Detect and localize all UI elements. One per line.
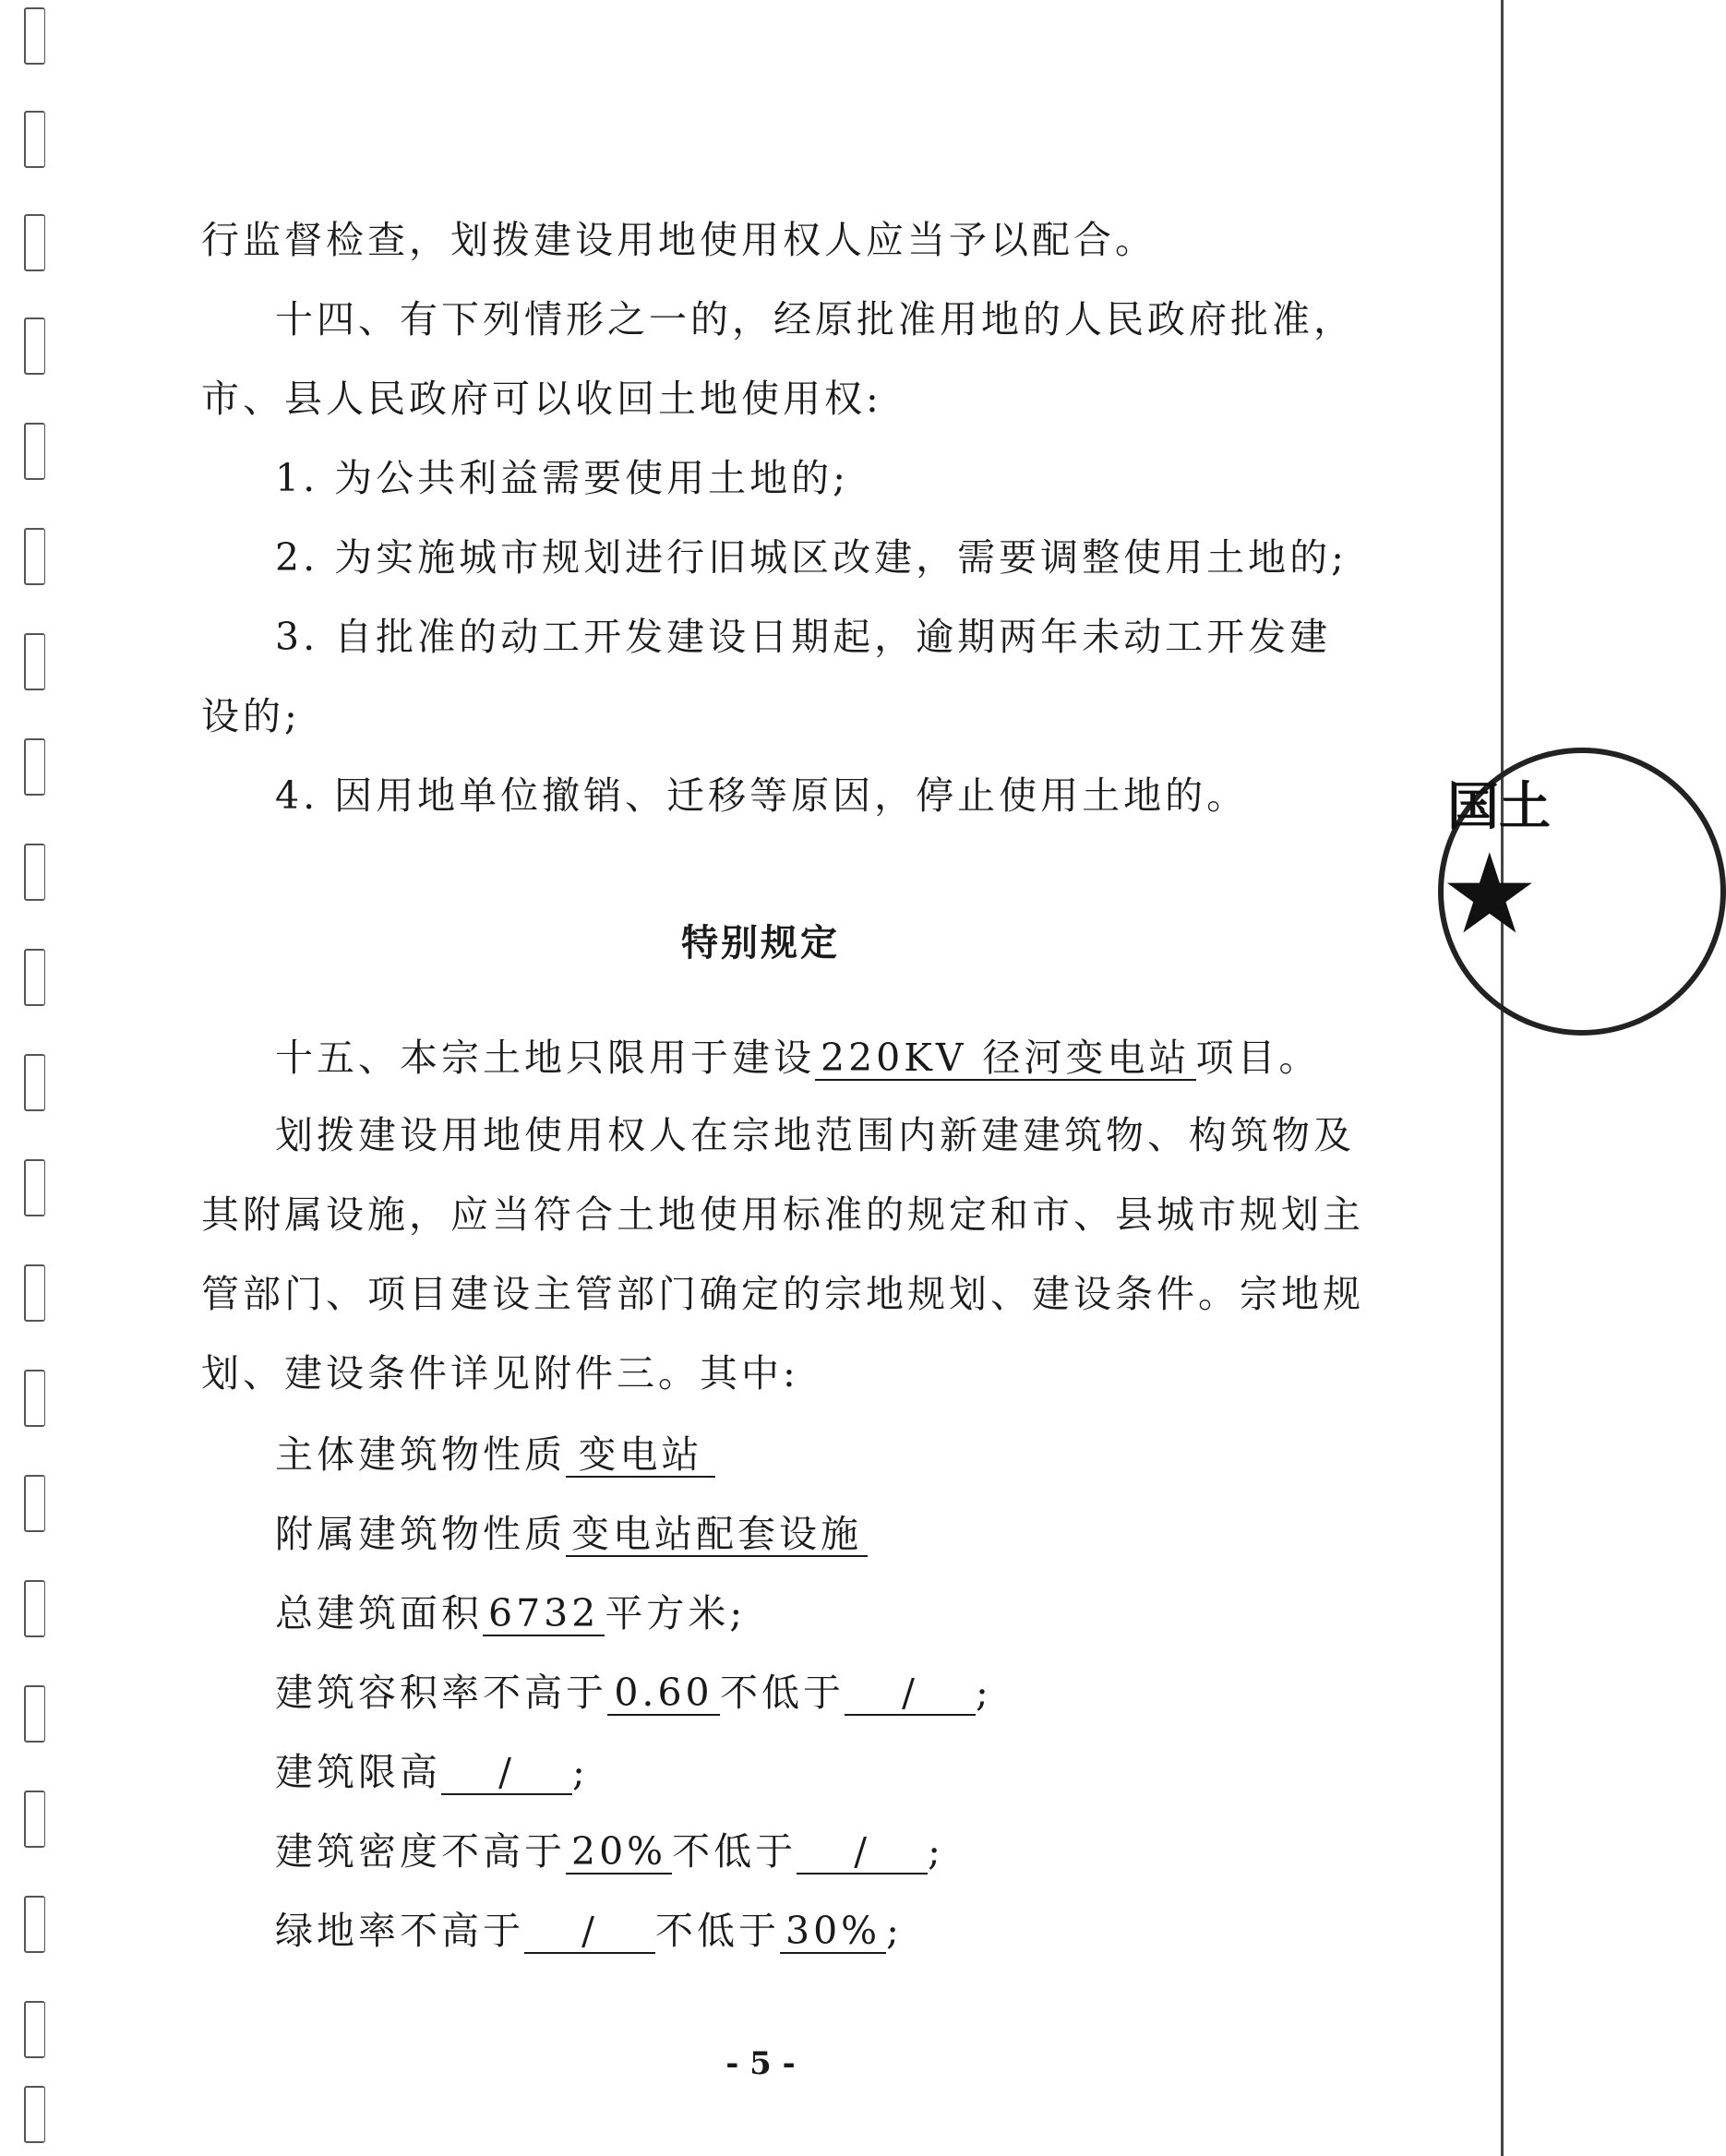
far-label: 建筑容积率不高于 <box>275 1671 607 1715</box>
project-name-field: 220KV 径河变电站 <box>815 1037 1196 1081</box>
binding-holes <box>24 0 52 2156</box>
binding-hole <box>24 317 45 375</box>
clause-15-suffix: 项目。 <box>1195 1036 1321 1080</box>
green-row <box>275 1910 903 1954</box>
density-min-value: / <box>797 1831 928 1875</box>
list-item-4: 4. 因用地单位撤销、迁移等原因，停止使用土地的。 <box>275 773 1249 818</box>
aux-use-row <box>275 1514 868 1557</box>
clause-14-heading: 十四、有下列情形之一的，经原批准用地的人民政府批准， <box>275 297 1355 341</box>
body-line: 划拨建设用地使用权人在宗地范围内新建建筑物、构筑物及 <box>275 1113 1355 1157</box>
height-row <box>275 1752 589 1795</box>
main-use-label: 主体建筑物性质 <box>275 1432 566 1477</box>
list-item-1: 1. 为公共利益需要使用土地的; <box>275 456 849 500</box>
seal-star-icon: ★ <box>1440 831 1540 959</box>
list-item-3-cont: 设的; <box>201 694 301 738</box>
clause-15 <box>275 1037 1321 1081</box>
main-use-row <box>275 1434 715 1478</box>
green-max-value: / <box>524 1910 655 1954</box>
area-unit: 平方米; <box>605 1591 747 1635</box>
binding-hole <box>24 633 45 690</box>
body-line: 划、建设条件详见附件三。其中: <box>201 1351 799 1395</box>
body-line: 其附属设施，应当符合土地使用标准的规定和市、县城市规划主 <box>201 1192 1364 1237</box>
binding-hole <box>24 7 45 65</box>
density-semicolon: ; <box>928 1829 944 1874</box>
binding-hole <box>24 1475 45 1532</box>
binding-hole <box>24 1580 45 1637</box>
binding-hole <box>24 1264 45 1322</box>
area-row <box>275 1593 746 1636</box>
binding-hole <box>24 111 45 168</box>
official-seal <box>1429 729 1551 1043</box>
binding-hole <box>24 1685 45 1743</box>
far-max-value: 0.60 <box>607 1672 720 1716</box>
main-use-value: 变电站 <box>566 1434 715 1478</box>
density-max-value: 20% <box>566 1831 672 1875</box>
aux-use-label: 附属建筑物性质 <box>275 1512 566 1556</box>
binding-hole <box>24 738 45 796</box>
binding-hole <box>24 423 45 480</box>
clause-15-prefix: 十五、本宗土地只限用于建设 <box>275 1036 815 1080</box>
binding-hole <box>24 1370 45 1427</box>
body-line: 管部门、项目建设主管部门确定的宗地规划、建设条件。宗地规 <box>201 1272 1364 1316</box>
height-label: 建筑限高 <box>275 1750 441 1794</box>
binding-hole <box>24 214 45 271</box>
scan-edge-line <box>1501 0 1504 2156</box>
paragraph-line: 市、县人民政府可以收回土地使用权: <box>201 377 882 421</box>
green-label: 绿地率不高于 <box>275 1909 524 1953</box>
list-item-3: 3. 自批准的动工开发建设日期起，逾期两年未动工开发建 <box>275 615 1332 659</box>
far-min-label: 不低于 <box>720 1671 845 1715</box>
binding-hole <box>24 1159 45 1216</box>
green-min-value: 30% <box>780 1910 886 1954</box>
area-value: 6732 <box>483 1593 605 1636</box>
binding-hole <box>24 528 45 585</box>
section-heading: 特别规定 <box>681 922 840 964</box>
aux-use-value: 变电站配套设施 <box>566 1514 868 1557</box>
list-item-2: 2. 为实施城市规划进行旧城区改建，需要调整使用土地的; <box>275 535 1348 580</box>
height-semicolon: ; <box>572 1750 589 1794</box>
binding-hole <box>24 1791 45 1848</box>
green-min-label: 不低于 <box>655 1909 780 1953</box>
binding-hole <box>24 2086 45 2143</box>
density-label: 建筑密度不高于 <box>275 1829 566 1874</box>
density-row <box>275 1831 944 1875</box>
height-value: / <box>441 1752 572 1795</box>
far-semicolon: ; <box>976 1671 992 1715</box>
seal-text: 国土 <box>1447 776 1551 837</box>
binding-hole <box>24 1896 45 1953</box>
page-number: - 5 - <box>725 2045 796 2082</box>
green-semicolon: ; <box>886 1909 903 1953</box>
density-min-label: 不低于 <box>672 1829 797 1874</box>
paragraph-line: 行监督检查，划拨建设用地使用权人应当予以配合。 <box>201 218 1157 262</box>
far-min-value: / <box>845 1672 976 1716</box>
binding-hole <box>24 844 45 901</box>
far-row <box>275 1672 992 1716</box>
area-label: 总建筑面积 <box>275 1591 483 1635</box>
binding-hole <box>24 1054 45 1111</box>
